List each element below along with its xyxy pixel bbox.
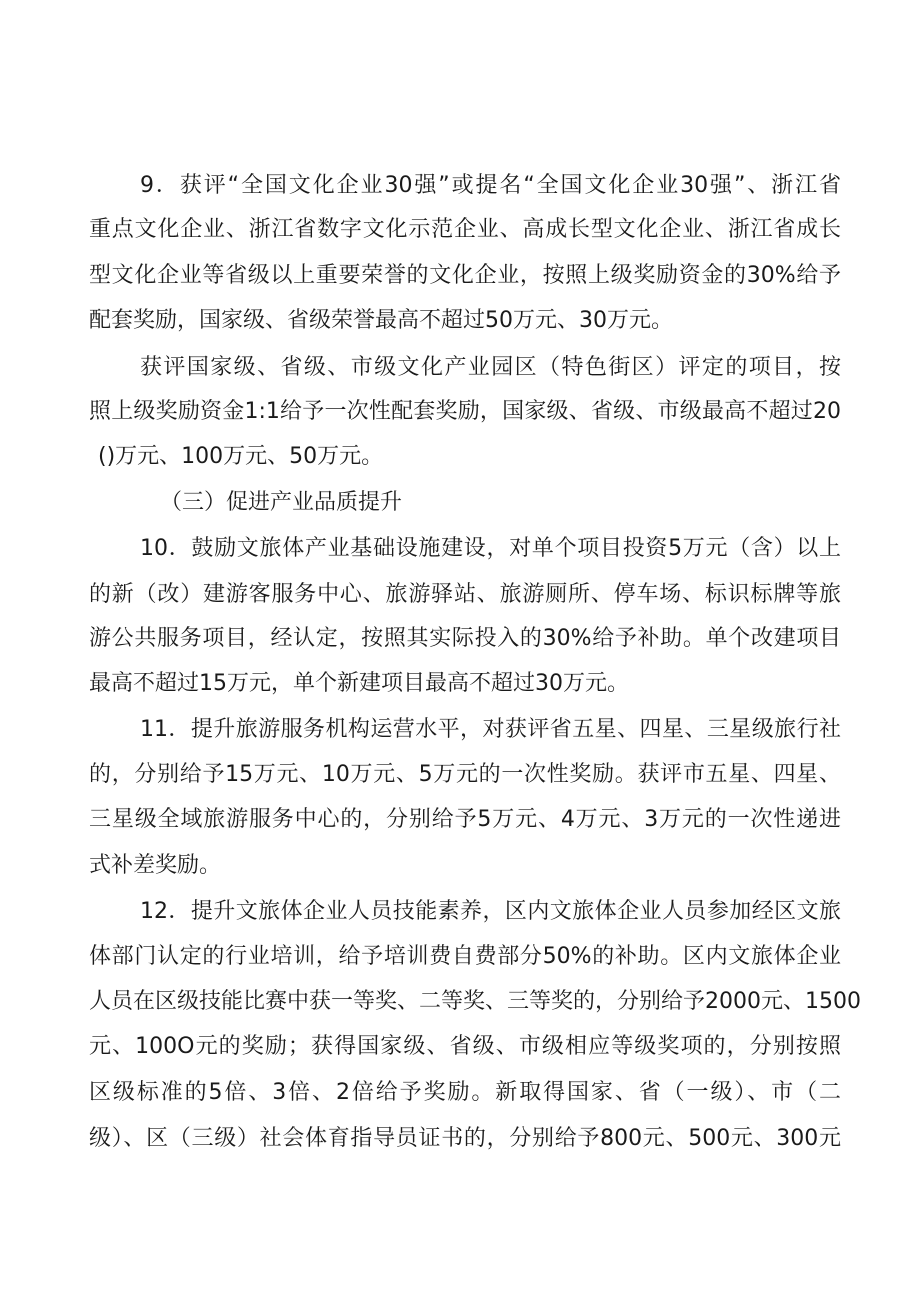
item-12-line-3: 人员在区级技能比赛中获一等奖、二等奖、三等奖的，分别给予2000元、1500	[89, 989, 861, 1014]
item-11-line-1: 11．提升旅游服务机构运营水平，对获评省五星、四星、三星级旅行社	[140, 717, 841, 742]
item-9-line-1: 9．获评“全国文化企业30强”或提名“全国文化企业30强”、浙江省	[140, 173, 841, 198]
item-11-line-2: 的，分别给予15万元、10万元、5万元的一次性奖励。获评市五星、四星、	[89, 762, 841, 787]
item-12-line-6: 级）、区（三级）社会体育指导员证书的，分别给予800元、500元、300元	[89, 1126, 841, 1151]
item-9-line-2: 重点文化企业、浙江省数字文化示范企业、高成长型文化企业、浙江省成长	[89, 217, 841, 242]
item-9-line-3: 型文化企业等省级以上重要荣誉的文化企业，按照上级奖励资金的30%给予	[89, 263, 841, 288]
item-11-line-3: 三星级全域旅游服务中心的，分别给予5万元、4万元、3万元的一次性递进	[89, 807, 841, 832]
item-9-line-4: 配套奖励，国家级、省级荣誉最高不超过50万元、30万元。	[89, 308, 673, 333]
item-12-line-4: 元、100O元的奖励；获得国家级、省级、市级相应等级奖项的，分别按照	[89, 1034, 841, 1059]
section-heading: （三）促进产业品质提升	[160, 490, 403, 515]
park-paragraph-line-3: ()万元、100万元、50万元。	[98, 444, 384, 469]
item-12-line-5: 区级标准的5倍、3倍、2倍给予奖励。新取得国家、省（一级）、市（二	[89, 1080, 841, 1105]
item-12-line-2: 体部门认定的行业培训，给予培训费自费部分50%的补助。区内文旅体企业	[89, 944, 841, 969]
park-paragraph-line-2: 照上级奖励资金1:1给予一次性配套奖励，国家级、省级、市级最高不超过20	[89, 399, 841, 424]
item-10-line-2: 的新（改）建游客服务中心、旅游驿站、旅游厕所、停车场、标识标牌等旅	[89, 582, 841, 607]
park-paragraph-line-1: 获评国家级、省级、市级文化产业园区（特色街区）评定的项目，按	[140, 355, 841, 380]
item-10-line-1: 10．鼓励文旅体产业基础设施建设，对单个项目投资5万元（含）以上	[140, 536, 841, 561]
item-10-line-3: 游公共服务项目，经认定，按照其实际投入的30%给予补助。单个改建项目	[89, 626, 841, 651]
item-11-line-4: 式补差奖励。	[89, 853, 222, 878]
item-12-line-1: 12．提升文旅体企业人员技能素养，区内文旅体企业人员参加经区文旅	[140, 899, 841, 924]
item-10-line-4: 最高不超过15万元，单个新建项目最高不超过30万元。	[89, 671, 629, 696]
